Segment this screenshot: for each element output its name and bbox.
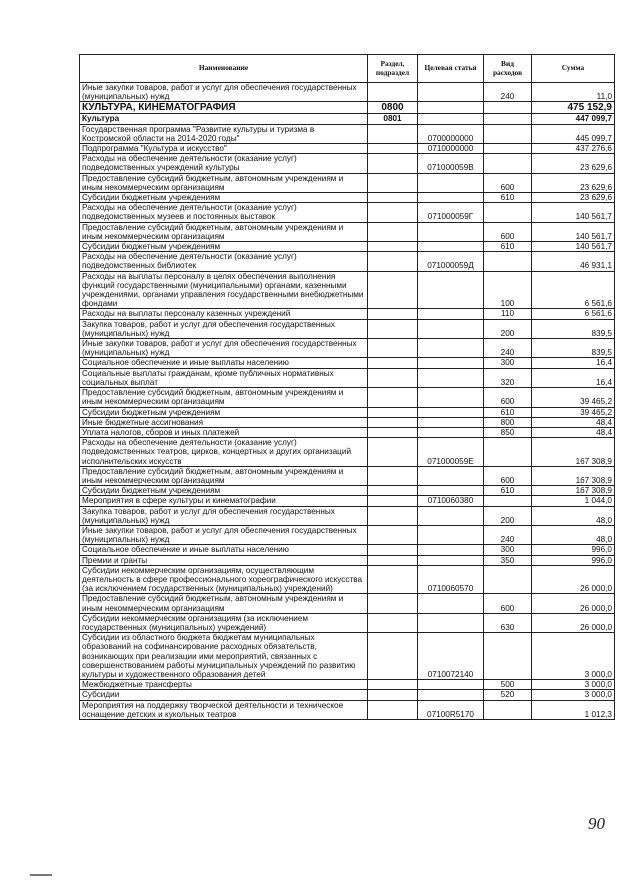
cell-kind: 600 <box>484 222 532 241</box>
cell-section <box>368 555 418 565</box>
cell-kind: 100 <box>484 271 532 309</box>
cell-target <box>418 339 484 358</box>
cell-target <box>418 690 484 700</box>
cell-name: Предоставление субсидий бюджетным, автономным учреждениям и иным некоммерческим организациям <box>80 173 368 192</box>
cell-name: Закупка товаров, работ и услуг для обеспечения государственных (муниципальных) нужд <box>80 506 368 525</box>
cell-section <box>368 252 418 271</box>
table-row <box>80 193 615 203</box>
cell-section <box>368 613 418 632</box>
cell-name: Иные закупки товаров, работ и услуг для обеспечения государственных (муниципальных) нужд <box>80 339 368 358</box>
cell-kind: 600 <box>484 594 532 613</box>
cell-target: 0710072140 <box>418 633 484 680</box>
cell-sum: 6 561,6 <box>532 309 615 319</box>
cell-sum: 16,4 <box>532 358 615 368</box>
table-row <box>80 417 615 427</box>
cell-sum: 996,0 <box>532 545 615 555</box>
cell-name: Расходы на обеспечение деятельности (оказание услуг) подведомственных музеев и постоянных выставок <box>80 203 368 222</box>
table-row <box>80 144 615 154</box>
cell-kind <box>484 252 532 271</box>
cell-kind: 350 <box>484 555 532 565</box>
cell-name: Расходы на обеспечение деятельности (оказание услуг) подведомственных библиотек <box>80 252 368 271</box>
cell-sum: 3 000,0 <box>532 680 615 690</box>
cell-sum: 167 308,9 <box>532 466 615 485</box>
cell-name: Подпрограмма "Культура и искусство" <box>80 144 368 154</box>
cell-target: 0700000000 <box>418 124 484 143</box>
cell-section <box>368 565 418 594</box>
cell-section <box>368 594 418 613</box>
table-row <box>80 309 615 319</box>
cell-sum: 39 465,2 <box>532 407 615 417</box>
cell-kind: 500 <box>484 680 532 690</box>
header-section: Раздел, подраздел <box>368 55 418 83</box>
cell-kind: 800 <box>484 417 532 427</box>
cell-section <box>368 242 418 252</box>
cell-sum: 48,4 <box>532 427 615 437</box>
cell-name: Культура <box>80 114 368 124</box>
cell-target <box>418 407 484 417</box>
cell-target <box>418 613 484 632</box>
table-row <box>80 242 615 252</box>
cell-name: Иные закупки товаров, работ и услуг для обеспечения государственных (муниципальных) нужд <box>80 83 368 102</box>
table-row <box>80 555 615 565</box>
cell-kind <box>484 102 532 114</box>
cell-name: Субсидии из областного бюджета бюджетам муниципальных образований на софинансирование расходных обязательств, возникающих при реализации ими мероприятий, связанных с совершенствованием работы муниципальных учреждений по развитию культуры и художественного образования детей <box>80 633 368 680</box>
cell-name: Иные бюджетные ассигнования <box>80 417 368 427</box>
cell-section <box>368 154 418 173</box>
cell-target <box>418 358 484 368</box>
table-header <box>80 55 615 83</box>
cell-target <box>418 417 484 427</box>
cell-sum: 46 931,1 <box>532 252 615 271</box>
cell-section <box>368 466 418 485</box>
cell-target <box>418 427 484 437</box>
cell-kind: 240 <box>484 525 532 544</box>
cell-name: КУЛЬТУРА, КИНЕМАТОГРАФИЯ <box>80 102 368 114</box>
cell-sum: 48,0 <box>532 506 615 525</box>
cell-name: Государственная программа "Развитие культуры и туризма в Костромской области на 2014-2020 годы" <box>80 124 368 143</box>
cell-sum: 437 276,6 <box>532 144 615 154</box>
cell-name: Иные закупки товаров, работ и услуг для обеспечения государственных (муниципальных) нужд <box>80 525 368 544</box>
cell-name: Предоставление субсидий бюджетным, автономным учреждениям и иным некоммерческим организациям <box>80 388 368 407</box>
cell-name: Предоставление субсидий бюджетным, автономным учреждениям и иным некоммерческим организациям <box>80 594 368 613</box>
cell-name: Социальные выплаты гражданам, кроме публичных нормативных социальных выплат <box>80 368 368 387</box>
cell-section <box>368 417 418 427</box>
cell-sum: 23 629,6 <box>532 193 615 203</box>
cell-sum: 475 152,9 <box>532 102 615 114</box>
cell-kind <box>484 144 532 154</box>
cell-section <box>368 407 418 417</box>
table-row <box>80 700 615 719</box>
cell-kind: 200 <box>484 506 532 525</box>
cell-sum: 1 044,0 <box>532 496 615 506</box>
cell-kind: 610 <box>484 193 532 203</box>
cell-sum: 140 561,7 <box>532 203 615 222</box>
cell-sum: 445 099,7 <box>532 124 615 143</box>
cell-name: Закупка товаров, работ и услуг для обеспечения государственных (муниципальных) нужд <box>80 319 368 338</box>
cell-sum: 23 629,6 <box>532 154 615 173</box>
cell-name: Уплата налогов, сборов и иных платежей <box>80 427 368 437</box>
cell-kind <box>484 154 532 173</box>
cell-kind: 300 <box>484 358 532 368</box>
table-row <box>80 154 615 173</box>
cell-kind: 600 <box>484 466 532 485</box>
cell-name: Межбюджетные трансферты <box>80 680 368 690</box>
cell-target <box>418 271 484 309</box>
budget-table <box>79 54 615 720</box>
cell-target <box>418 506 484 525</box>
cell-sum: 140 561,7 <box>532 222 615 241</box>
cell-section <box>368 427 418 437</box>
cell-sum: 167 308,9 <box>532 486 615 496</box>
cell-sum: 48,4 <box>532 417 615 427</box>
table-row <box>80 496 615 506</box>
cell-target <box>418 193 484 203</box>
cell-section <box>368 83 418 102</box>
cell-target: 07100R5170 <box>418 700 484 719</box>
table-row <box>80 368 615 387</box>
cell-section <box>368 173 418 192</box>
cell-name: Расходы на выплаты персоналу в целях обеспечения выполнения функций государственными (муниципальными) органами, казенными учреждениями, органами управления государственными внебюджетными фондами <box>80 271 368 309</box>
cell-name: Расходы на обеспечение деятельности (оказание услуг) подведомственных учреждений культуры <box>80 154 368 173</box>
table-row <box>80 339 615 358</box>
cell-target <box>418 309 484 319</box>
table-row <box>80 525 615 544</box>
cell-kind: 630 <box>484 613 532 632</box>
cell-section <box>368 193 418 203</box>
cell-kind: 850 <box>484 427 532 437</box>
cell-target <box>418 525 484 544</box>
cell-target <box>418 486 484 496</box>
table-row <box>80 358 615 368</box>
table-row <box>80 114 615 124</box>
cell-kind: 600 <box>484 388 532 407</box>
cell-sum: 839,5 <box>532 319 615 338</box>
cell-name: Субсидии бюджетным учреждениям <box>80 407 368 417</box>
cell-target <box>418 102 484 114</box>
cell-sum: 167 308,9 <box>532 438 615 467</box>
cell-target: 071000059Д <box>418 252 484 271</box>
cell-target <box>418 319 484 338</box>
cell-section: 0800 <box>368 102 418 114</box>
cell-target <box>418 680 484 690</box>
cell-target: 0710000000 <box>418 144 484 154</box>
cell-name: Премии и гранты <box>80 555 368 565</box>
cell-kind: 240 <box>484 339 532 358</box>
cell-sum: 996,0 <box>532 555 615 565</box>
table-row <box>80 222 615 241</box>
cell-section <box>368 271 418 309</box>
table-row <box>80 173 615 192</box>
cell-section <box>368 358 418 368</box>
cell-section <box>368 203 418 222</box>
header-name: Наименование <box>80 55 368 83</box>
table-row <box>80 388 615 407</box>
cell-target <box>418 388 484 407</box>
table-row <box>80 124 615 143</box>
cell-target <box>418 368 484 387</box>
cell-sum: 3 000,0 <box>532 690 615 700</box>
cell-section <box>368 319 418 338</box>
cell-kind: 600 <box>484 173 532 192</box>
cell-target <box>418 242 484 252</box>
table-row <box>80 438 615 467</box>
cell-kind <box>484 700 532 719</box>
cell-sum: 26 000,0 <box>532 565 615 594</box>
cell-name: Субсидии бюджетным учреждениям <box>80 486 368 496</box>
table-row <box>80 565 615 594</box>
table-row <box>80 545 615 555</box>
cell-sum: 447 099,7 <box>532 114 615 124</box>
table-row <box>80 319 615 338</box>
cell-target <box>418 466 484 485</box>
table-row <box>80 680 615 690</box>
cell-name: Мероприятия в сфере культуры и кинематографии <box>80 496 368 506</box>
cell-kind: 610 <box>484 486 532 496</box>
cell-kind: 300 <box>484 545 532 555</box>
header-kind: Вид расходов <box>484 55 532 83</box>
cell-section <box>368 700 418 719</box>
cell-sum: 11,0 <box>532 83 615 102</box>
cell-sum: 1 012,3 <box>532 700 615 719</box>
table-row <box>80 252 615 271</box>
cell-kind: 320 <box>484 368 532 387</box>
cell-sum: 140 561,7 <box>532 242 615 252</box>
cell-target <box>418 114 484 124</box>
cell-name: Мероприятия на поддержку творческой деятельности и техническое оснащение детских и кукольных театров <box>80 700 368 719</box>
cell-section <box>368 124 418 143</box>
table-row <box>80 203 615 222</box>
cell-target: 071000059В <box>418 154 484 173</box>
table-body <box>80 83 615 720</box>
cell-section <box>368 144 418 154</box>
cell-section <box>368 438 418 467</box>
table-row <box>80 427 615 437</box>
cell-target <box>418 83 484 102</box>
cell-section <box>368 633 418 680</box>
cell-target <box>418 555 484 565</box>
cell-kind <box>484 124 532 143</box>
cell-kind <box>484 203 532 222</box>
cell-name: Субсидии <box>80 690 368 700</box>
cell-name: Субсидии некоммерческим организациям (за исключением государственных (муниципальных) учреждений) <box>80 613 368 632</box>
table-row <box>80 407 615 417</box>
cell-section <box>368 545 418 555</box>
cell-section <box>368 309 418 319</box>
table-row <box>80 633 615 680</box>
cell-kind: 110 <box>484 309 532 319</box>
cell-sum: 23 629,6 <box>532 173 615 192</box>
cell-section: 0801 <box>368 114 418 124</box>
header-sum: Сумма <box>532 55 615 83</box>
table-row <box>80 594 615 613</box>
header-target: Целевая статья <box>418 55 484 83</box>
cell-section <box>368 690 418 700</box>
cell-kind: 610 <box>484 242 532 252</box>
cell-name: Расходы на выплаты персоналу казенных учреждений <box>80 309 368 319</box>
cell-target: 071000059Г <box>418 203 484 222</box>
cell-section <box>368 506 418 525</box>
cell-target <box>418 222 484 241</box>
cell-sum: 3 000,0 <box>532 633 615 680</box>
cell-target: 071000059Е <box>418 438 484 467</box>
cell-sum: 16,4 <box>532 368 615 387</box>
cell-section <box>368 368 418 387</box>
cell-kind <box>484 565 532 594</box>
cell-kind <box>484 633 532 680</box>
table-row <box>80 613 615 632</box>
table-row <box>80 466 615 485</box>
table-row <box>80 271 615 309</box>
cell-sum: 26 000,0 <box>532 594 615 613</box>
table-row <box>80 690 615 700</box>
cell-name: Социальное обеспечение и иные выплаты населению <box>80 545 368 555</box>
table-row <box>80 83 615 102</box>
cell-target <box>418 545 484 555</box>
table-row <box>80 102 615 114</box>
table-row <box>80 486 615 496</box>
cell-target: 0710060380 <box>418 496 484 506</box>
cell-section <box>368 486 418 496</box>
cell-sum: 26 000,0 <box>532 613 615 632</box>
cell-kind <box>484 496 532 506</box>
cell-name: Расходы на обеспечение деятельности (оказание услуг) подведомственных театров, цирков, концертных и других организаций исполнительских искусств <box>80 438 368 467</box>
cell-kind: 240 <box>484 83 532 102</box>
cell-sum: 39 465,2 <box>532 388 615 407</box>
table-row <box>80 506 615 525</box>
cell-name: Субсидии бюджетным учреждениям <box>80 193 368 203</box>
cell-name: Социальное обеспечение и иные выплаты населению <box>80 358 368 368</box>
cell-kind <box>484 114 532 124</box>
cell-target: 0710060570 <box>418 565 484 594</box>
cell-target <box>418 594 484 613</box>
cell-sum: 6 561,6 <box>532 271 615 309</box>
cell-kind: 200 <box>484 319 532 338</box>
page-number: 90 <box>588 814 605 833</box>
scan-mark <box>30 874 52 876</box>
cell-kind: 520 <box>484 690 532 700</box>
cell-sum: 839,5 <box>532 339 615 358</box>
cell-kind: 610 <box>484 407 532 417</box>
cell-section <box>368 339 418 358</box>
cell-section <box>368 388 418 407</box>
cell-name: Предоставление субсидий бюджетным, автономным учреждениям и иным некоммерческим организациям <box>80 222 368 241</box>
cell-section <box>368 222 418 241</box>
cell-name: Субсидии бюджетным учреждениям <box>80 242 368 252</box>
cell-sum: 48,0 <box>532 525 615 544</box>
cell-section <box>368 496 418 506</box>
cell-section <box>368 525 418 544</box>
cell-name: Субсидии некоммерческим организациям, осуществляющим деятельность в сфере профессионального хореографического искусства (за исключением государственных (муниципальных) учреждений) <box>80 565 368 594</box>
cell-kind <box>484 438 532 467</box>
cell-name: Предоставление субсидий бюджетным, автономным учреждениям и иным некоммерческим организациям <box>80 466 368 485</box>
cell-target <box>418 173 484 192</box>
cell-section <box>368 680 418 690</box>
